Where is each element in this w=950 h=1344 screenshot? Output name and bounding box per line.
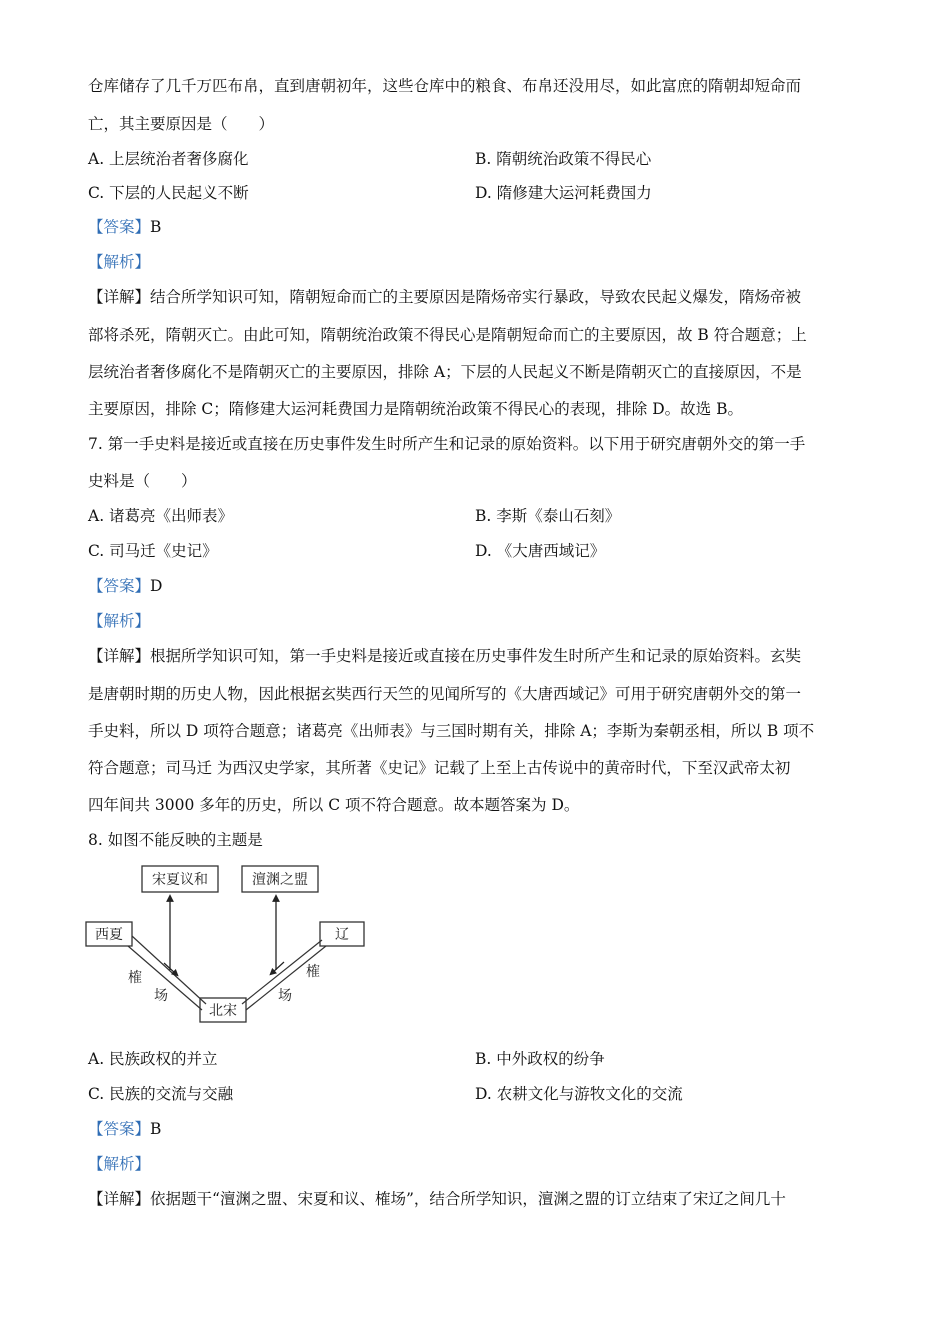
q7-analysis <box>88 610 150 632</box>
detail-text: 根据所学知识可知，第一手史料是接近或直接在历史事件发生时所产生和记录的原始资料。玄奘 <box>150 647 802 665</box>
analysis-tag: 【解析】 <box>88 253 151 271</box>
detail-tag: 【详解】 <box>88 288 151 306</box>
q8-option-b: B. 中外政权的纷争 <box>475 1050 605 1068</box>
q6-option-d: D. 隋修建大运河耗费国力 <box>475 184 652 202</box>
q7-stem-line1: 7. 第一手史料是接近或直接在历史事件发生时所产生和记录的原始资料。以下用于研究唐朝外交的第一手 <box>88 435 806 453</box>
detail-text: 结合所学知识可知，隋朝短命而亡的主要原因是隋炀帝实行暴政，导致农民起义爆发，隋炀帝被 <box>150 288 802 306</box>
box-chanyuan-treaty-label: 澶渊之盟 <box>252 872 308 888</box>
q8-option-d: D. 农耕文化与游牧文化的交流 <box>475 1085 683 1103</box>
q7-detail-line2: 是唐朝时期的历史人物，因此根据玄奘西行天竺的见闻所写的《大唐西域记》可用于研究唐朝外交的第一 <box>88 685 802 703</box>
left-que-label: 榷 <box>128 970 142 986</box>
answer-tag: 【答案】 <box>88 1120 151 1138</box>
left-chang-label: 场 <box>154 988 168 1004</box>
q8-option-a: A. 民族政权的并立 <box>88 1050 218 1068</box>
detail-text: 依据题干“澶渊之盟、宋夏和议、榷场”，结合所学知识，澶渊之盟的订立结束了宋辽之间几十 <box>150 1190 786 1208</box>
box-beisong-label: 北宋 <box>209 1003 237 1019</box>
q8-stem: 8. 如图不能反映的主题是 <box>88 831 263 849</box>
box-xixia-label: 西夏 <box>95 927 123 943</box>
q7-option-d: D. 《大唐西域记》 <box>475 542 606 560</box>
answer-value: B <box>150 1120 162 1138</box>
box-liao-label: 辽 <box>335 927 349 943</box>
detail-tag: 【详解】 <box>88 647 151 665</box>
q6-option-b: B. 隋朝统治政策不得民心 <box>475 150 652 168</box>
q7-option-a: A. 诸葛亮《出师表》 <box>88 507 234 525</box>
q6-stem-line1: 仓库储存了几千万匹布帛，直到唐朝初年，这些仓库中的粮食、布帛还没用尽，如此富庶的隋朝却短命而 <box>88 77 802 95</box>
q7-option-b: B. 李斯《泰山石刻》 <box>475 507 621 525</box>
q7-detail-line1 <box>88 645 801 667</box>
q6-detail-line4: 主要原因，排除 C；隋修建大运河耗费国力是隋朝统治政策不得民心的表现，排除 D。故选 B。 <box>88 400 743 418</box>
right-que-label: 榷 <box>306 964 320 980</box>
left-channel-line-top <box>132 936 206 1004</box>
q6-stem-line2: 亡，其主要原因是（ ） <box>88 115 275 133</box>
q8-option-c: C. 民族的交流与交融 <box>88 1085 234 1103</box>
answer-value: B <box>150 218 162 236</box>
q7-detail-line3: 手史料，所以 D 项符合题意；诸葛亮《出师表》与三国时期有关，排除 A；李斯为秦朝丞相，所以 B 项不 <box>88 722 815 740</box>
q6-option-c: C. 下层的人民起义不断 <box>88 184 249 202</box>
q7-option-c: C. 司马迁《史记》 <box>88 542 218 560</box>
analysis-tag: 【解析】 <box>88 612 151 630</box>
q8-analysis <box>88 1153 150 1175</box>
answer-tag: 【答案】 <box>88 577 151 595</box>
song-relations-diagram <box>84 860 374 1030</box>
q6-detail-line3: 层统治者奢侈腐化不是隋朝灭亡的主要原因，排除 A；下层的人民起义不断是隋朝灭亡的直接原因，不是 <box>88 363 802 381</box>
q6-answer <box>88 216 161 238</box>
q6-detail-line1 <box>88 286 801 308</box>
box-song-xia-peace-label: 宋夏议和 <box>152 872 208 888</box>
q7-detail-line5: 四年间共 3000 多年的历史，所以 C 项不符合题意。故本题答案为 D。 <box>88 796 580 814</box>
q6-option-a: A. 上层统治者奢侈腐化 <box>88 150 249 168</box>
q6-detail-line2: 部将杀死，隋朝灭亡。由此可知，隋朝统治政策不得民心是隋朝短命而亡的主要原因，故 B 符合题意；上 <box>88 326 807 344</box>
q8-answer <box>88 1118 161 1140</box>
q6-analysis <box>88 251 150 273</box>
q7-stem-line2: 史料是（ ） <box>88 472 197 490</box>
q8-detail-line1 <box>88 1188 786 1210</box>
detail-tag: 【详解】 <box>88 1190 151 1208</box>
answer-tag: 【答案】 <box>88 218 151 236</box>
answer-value: D <box>150 577 163 595</box>
right-chang-label: 场 <box>278 988 292 1004</box>
analysis-tag: 【解析】 <box>88 1155 151 1173</box>
q7-answer <box>88 575 162 597</box>
q7-detail-line4: 符合题意；司马迁 为西汉史学家，其所著《史记》记载了上至上古传说中的黄帝时代，下至汉武帝太初 <box>88 759 791 777</box>
